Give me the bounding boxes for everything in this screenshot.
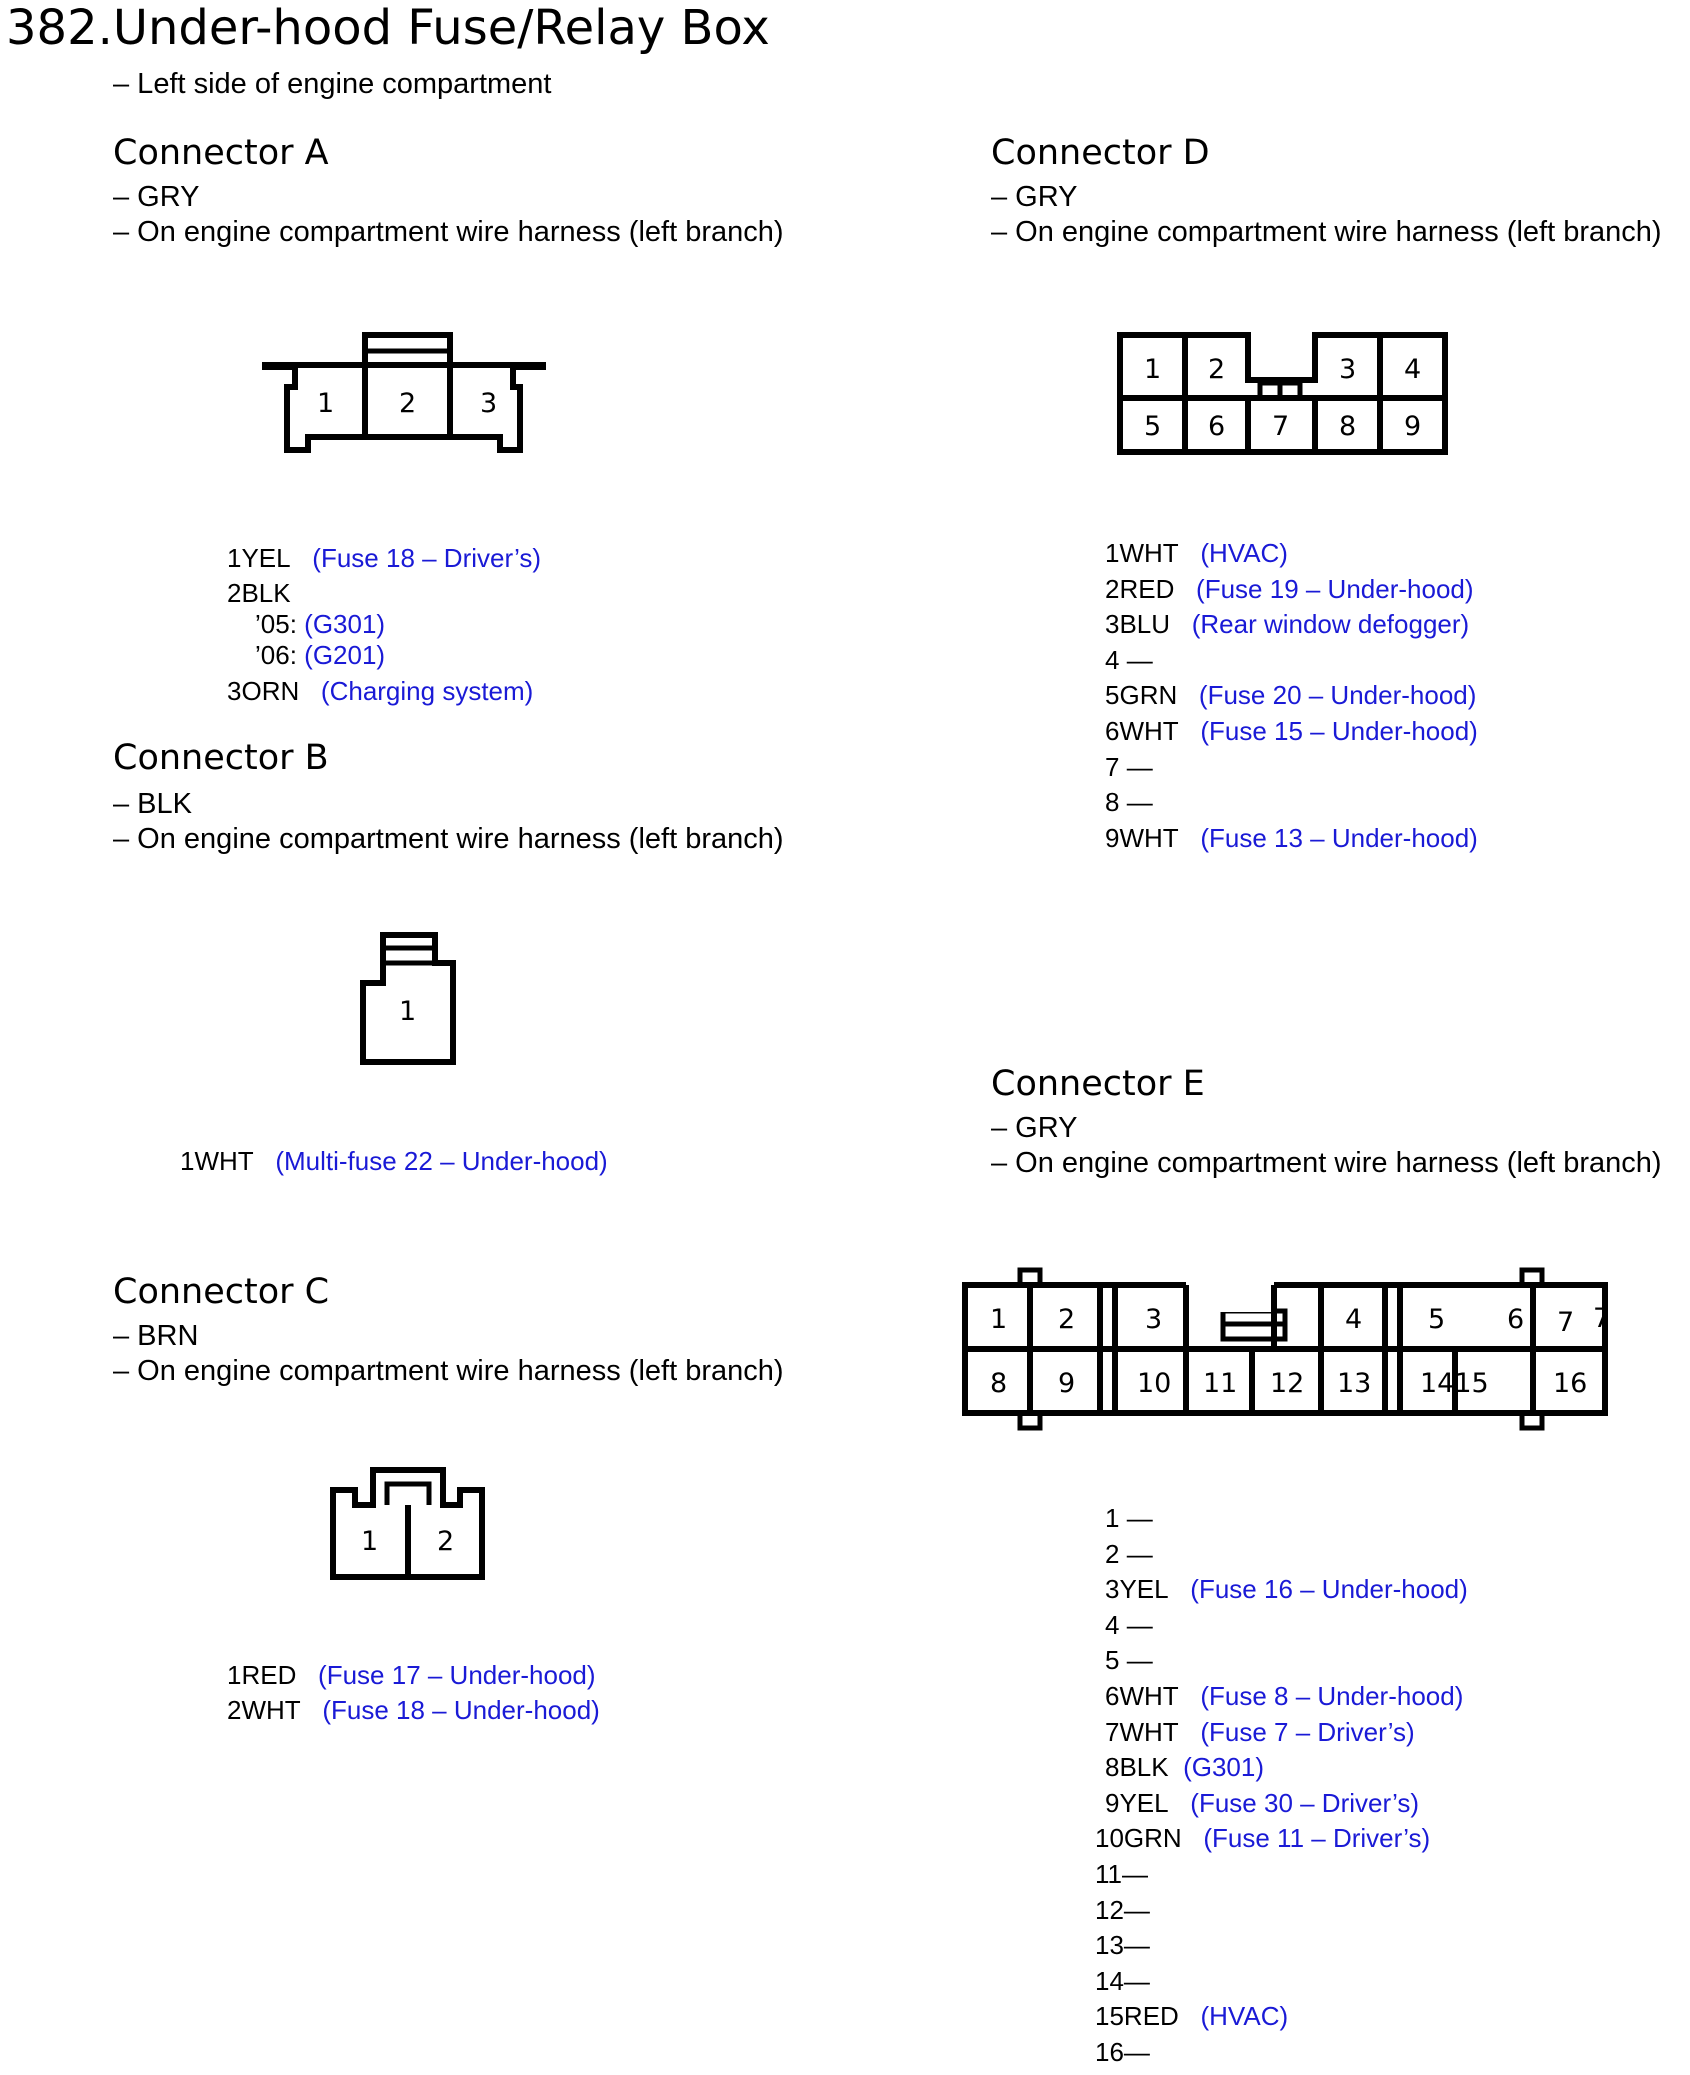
connector-e-pin-9: 9YEL (Fuse 30 – Driver’s) xyxy=(1105,1787,1420,1818)
connector-d-pin-2: 2RED (Fuse 19 – Under-hood) xyxy=(1105,573,1474,604)
connector-b-diagram xyxy=(355,925,465,1070)
connector-d-title: Connector D xyxy=(991,133,1210,173)
connector-d-cavity-1: 1 xyxy=(1144,354,1162,385)
connector-d-pin-list xyxy=(1105,540,1478,860)
connector-d-pin-7: 7 — xyxy=(1105,751,1153,782)
connector-a-cavity-3: 3 xyxy=(480,388,498,419)
connector-e-cavity-10: 10 xyxy=(1137,1368,1172,1399)
connector-d-pin-6: 6WHT (Fuse 15 – Under-hood) xyxy=(1105,715,1478,746)
connector-e-cavity-13: 13 xyxy=(1337,1368,1372,1399)
connector-d-cavity-8: 8 xyxy=(1339,411,1357,442)
connector-b-pin-1: 1WHT (Multi-fuse 22 – Under-hood) xyxy=(180,1146,608,1176)
connector-a-pin-2-05: ’05: (G301) xyxy=(255,609,386,639)
connector-c-diagram xyxy=(325,1460,490,1585)
connector-c-title: Connector C xyxy=(113,1272,330,1312)
connector-e-cavity-3: 3 xyxy=(1145,1304,1163,1335)
connector-c-pin-1: 1RED (Fuse 17 – Under-hood) xyxy=(227,1660,596,1690)
connector-e-pin-7: 7WHT (Fuse 7 – Driver’s) xyxy=(1105,1716,1415,1747)
connector-e-cavity-16: 16 xyxy=(1553,1368,1588,1399)
connector-a-pin-1: 1YEL (Fuse 18 – Driver’s) xyxy=(227,543,542,573)
connector-e-pin-8: 8BLK (G301) xyxy=(1105,1752,1264,1783)
connector-e-pin-2: 2 — xyxy=(1105,1538,1153,1569)
connector-a-color: – GRY xyxy=(113,181,200,213)
connector-d-cavity-9: 9 xyxy=(1404,411,1422,442)
connector-a-pin-3: 3ORN (Charging system) xyxy=(227,676,534,706)
connector-d-pin-1: 1WHT (HVAC) xyxy=(1105,538,1288,568)
connector-a-diagram xyxy=(255,325,555,460)
connector-d-cavity-2: 2 xyxy=(1208,354,1226,385)
connector-d-cavity-4: 4 xyxy=(1404,354,1422,385)
connector-b-color: – BLK xyxy=(113,788,192,820)
connector-d-pin-5: 5GRN (Fuse 20 – Under-hood) xyxy=(1105,680,1477,711)
connector-d-cavity-3: 3 xyxy=(1339,354,1357,385)
connector-a-pin-2: 2BLK xyxy=(227,578,291,608)
connector-e-pin-15: 15RED (HVAC) xyxy=(1095,2001,1289,2032)
connector-d-diagram xyxy=(1110,325,1460,460)
connector-c-cavity-2: 2 xyxy=(437,1526,455,1557)
connector-e-cavity-1: 1 xyxy=(990,1304,1008,1335)
connector-d-pin-9: 9WHT (Fuse 13 – Under-hood) xyxy=(1105,822,1478,853)
connector-e-cavity-9: 9 xyxy=(1058,1368,1076,1399)
connector-e-cavity-7: 7 xyxy=(1557,1307,1575,1338)
connector-a-cavity-1: 1 xyxy=(317,388,335,419)
connector-e-cavity-7b: 7 xyxy=(1593,1303,1611,1334)
connector-d-pin-8: 8 — xyxy=(1105,787,1153,818)
connector-e-cavity-2: 2 xyxy=(1058,1304,1076,1335)
connector-d-pin-3: 3BLU (Rear window defogger) xyxy=(1105,609,1470,640)
page-subtitle: – Left side of engine compartment xyxy=(113,68,552,100)
connector-e-pin-3: 3YEL (Fuse 16 – Under-hood) xyxy=(1105,1574,1468,1605)
connector-d-cavity-6: 6 xyxy=(1208,411,1226,442)
connector-d-cavity-5: 5 xyxy=(1144,411,1162,442)
connector-e-pin-4: 4 — xyxy=(1105,1609,1153,1640)
connector-c-pin-2: 2WHT (Fuse 18 – Under-hood) xyxy=(227,1695,600,1725)
connector-e-cavity-12: 12 xyxy=(1270,1368,1305,1399)
connector-e-pin-10: 10GRN (Fuse 11 – Driver’s) xyxy=(1095,1823,1431,1854)
connector-b-title: Connector B xyxy=(113,738,329,778)
connector-d-pin-4: 4 — xyxy=(1105,644,1153,675)
connector-e-pin-5: 5 — xyxy=(1105,1645,1153,1676)
connector-d-cavity-7: 7 xyxy=(1272,411,1290,442)
connector-e-color: – GRY xyxy=(991,1112,1078,1144)
connector-e-pin-11: 11— xyxy=(1095,1858,1148,1889)
connector-c-color: – BRN xyxy=(113,1320,199,1352)
connector-e-pin-1: 1 — xyxy=(1105,1503,1153,1533)
connector-e-pin-13: 13— xyxy=(1095,1930,1150,1961)
connector-e-pin-6: 6WHT (Fuse 8 – Under-hood) xyxy=(1105,1680,1464,1711)
connector-e-diagram xyxy=(955,1260,1620,1435)
connector-d-location: – On engine compartment wire harness (left branch) xyxy=(991,216,1662,248)
connector-b-cavity-1: 1 xyxy=(399,996,417,1027)
connector-e-cavity-8: 8 xyxy=(990,1368,1008,1399)
connector-e-cavity-11: 11 xyxy=(1203,1368,1238,1399)
connector-a-pin-2-06: ’06: (G201) xyxy=(255,640,386,670)
connector-a-location: – On engine compartment wire harness (left branch) xyxy=(113,216,784,248)
connector-e-pin-16: 16— xyxy=(1095,2036,1150,2067)
connector-b-location: – On engine compartment wire harness (left branch) xyxy=(113,823,784,855)
connector-a-cavity-2: 2 xyxy=(399,388,417,419)
connector-c-location: – On engine compartment wire harness (left branch) xyxy=(113,1355,784,1387)
connector-e-cavity-14-15: 1415 xyxy=(1420,1368,1489,1399)
connector-e-pin-12: 12— xyxy=(1095,1894,1150,1925)
connector-c-cavity-1: 1 xyxy=(361,1526,379,1557)
connector-e-pin-list xyxy=(1095,1505,1468,2075)
connector-e-cavity-4: 4 xyxy=(1345,1304,1363,1335)
connector-d-color: – GRY xyxy=(991,181,1078,213)
connector-e-cavity-6: 6 xyxy=(1507,1304,1525,1335)
connector-e-location: – On engine compartment wire harness (left branch) xyxy=(991,1147,1662,1179)
connector-e-title: Connector E xyxy=(991,1064,1205,1104)
connector-e-pin-14: 14— xyxy=(1095,1965,1150,1996)
page-title: 382.Under-hood Fuse/Relay Box xyxy=(6,0,770,56)
connector-a-title: Connector A xyxy=(113,133,329,173)
connector-e-cavity-5: 5 xyxy=(1428,1304,1446,1335)
